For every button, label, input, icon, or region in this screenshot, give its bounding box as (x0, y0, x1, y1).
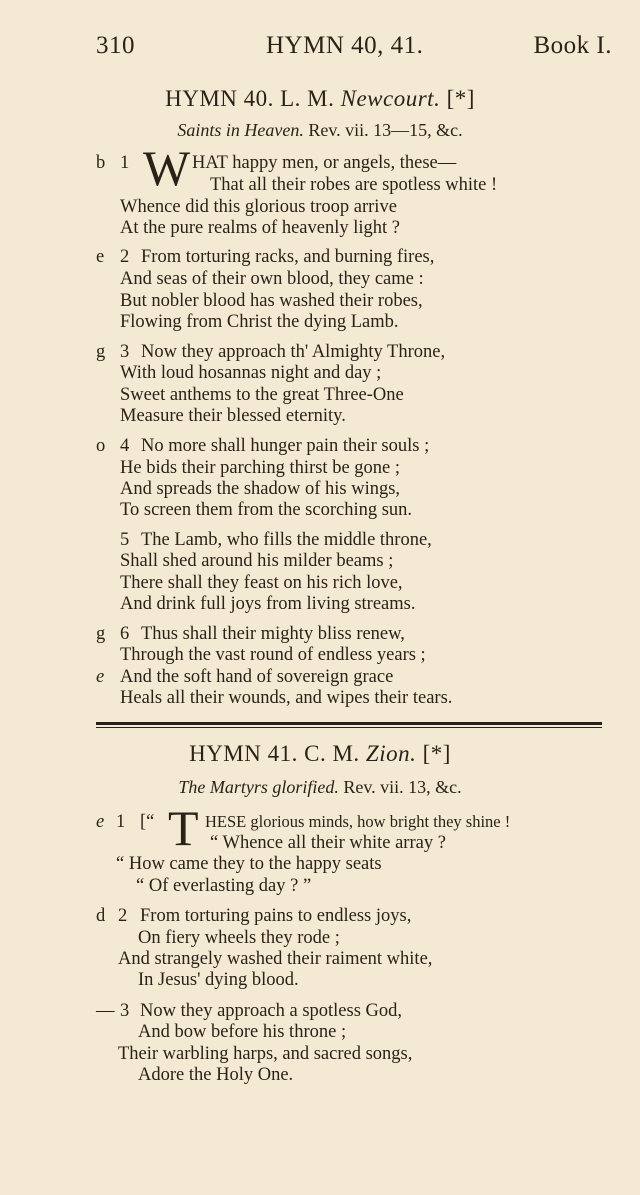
dynamic-mark: g (96, 624, 106, 644)
verse-line: The Lamb, who fills the middle throne, (141, 530, 432, 550)
stanza-number: 2 (118, 906, 128, 926)
book-label: Book I. (533, 32, 612, 59)
verse-line: And bow before his throne ; (138, 1022, 347, 1042)
verse-line: That all their robes are spotless white ! (210, 175, 498, 195)
verse-line: Thus shall their mighty bliss renew, (141, 624, 405, 644)
bracket-quote: [“ (140, 812, 155, 832)
dynamic-mark: e (96, 812, 105, 832)
hymn-40-title: HYMN 40. L. M. Newcourt. [*] (165, 86, 475, 111)
verse-line: Whence did this glorious troop arrive (120, 197, 397, 217)
verse-line: In Jesus' dying blood. (138, 970, 299, 990)
verse-line: And spreads the shadow of his wings, (120, 479, 401, 499)
verse-line: Heals all their wounds, and wipes their tears. (120, 688, 453, 708)
dynamic-mark: — (96, 1001, 115, 1021)
verse-line: From torturing racks, and burning fires, (141, 247, 435, 267)
verse-line: Shall shed around his milder beams ; (120, 551, 394, 571)
verse-line: “ How came they to the happy seats (116, 854, 382, 874)
verse-line: Through the vast round of endless years ; (120, 645, 426, 665)
verse-line: And the soft hand of sovereign grace (120, 667, 394, 687)
verse-line: “ Of everlasting day ? ” (136, 876, 312, 896)
verse-line: No more shall hunger pain their souls ; (141, 436, 430, 456)
hymn-40-subtitle: Saints in Heaven. Rev. vii. 13—15, &c. (177, 120, 463, 140)
hymn-41-title: HYMN 41. C. M. Zion. [*] (189, 741, 451, 766)
running-title: HYMN 40, 41. (266, 32, 424, 59)
dynamic-mark: b (96, 153, 106, 173)
verse-line: At the pure realms of heavenly light ? (120, 218, 400, 238)
verse-line: Now they approach a spotless God, (140, 1001, 403, 1021)
dynamic-mark: o (96, 436, 106, 456)
verse-line: Their warbling harps, and sacred songs, (118, 1044, 413, 1064)
stanza-number: 4 (120, 436, 130, 456)
verse-line: There shall they feast on his rich love, (120, 573, 403, 593)
stanza-number: 3 (120, 342, 130, 362)
verse-line: To screen them from the scorching sun. (120, 500, 413, 520)
stanza-number: 1 (116, 812, 126, 832)
stanza-number: 6 (120, 624, 130, 644)
stanza-number: 3 (120, 1001, 130, 1021)
stanza-number: 1 (120, 153, 130, 173)
verse-line: From torturing pains to endless joys, (140, 906, 412, 926)
running-header (96, 32, 612, 66)
verse-line: Sweet anthems to the great Three-One (120, 385, 404, 405)
section-divider-thin (96, 727, 602, 728)
drop-cap: T (168, 800, 199, 856)
verse-line: And strangely washed their raiment white, (118, 949, 433, 969)
verse-line: HAT happy men, or angels, these— (192, 153, 457, 173)
stanza-number: 5 (120, 530, 130, 550)
verse-line: Flowing from Christ the dying Lamb. (120, 312, 399, 332)
dynamic-mark: e (96, 247, 105, 267)
dynamic-mark: d (96, 906, 106, 926)
dynamic-mark: g (96, 342, 106, 362)
verse-line: Now they approach th' Almighty Throne, (141, 342, 446, 362)
verse-line: But nobler blood has washed their robes, (120, 291, 423, 311)
verse-line: On fiery wheels they rode ; (138, 928, 340, 948)
verse-line: Measure their blessed eternity. (120, 406, 346, 426)
verse-line: He bids their parching thirst be gone ; (120, 458, 401, 478)
section-divider (96, 722, 602, 725)
stanza-number: 2 (120, 247, 130, 267)
verse-line: “ Whence all their white array ? (210, 833, 446, 853)
page-number: 310 (96, 32, 135, 59)
verse-line: Adore the Holy One. (138, 1065, 294, 1085)
dynamic-mark: e (96, 667, 105, 687)
verse-line: And drink full joys from living streams. (120, 594, 416, 614)
hymn-41-subtitle: The Martyrs glorified. Rev. vii. 13, &c. (178, 777, 462, 797)
verse-line: HESE glorious minds, how bright they shine ! (205, 812, 511, 831)
verse-line: And seas of their own blood, they came : (120, 269, 424, 289)
drop-cap: W (143, 140, 191, 196)
verse-line: With loud hosannas night and day ; (120, 363, 382, 383)
